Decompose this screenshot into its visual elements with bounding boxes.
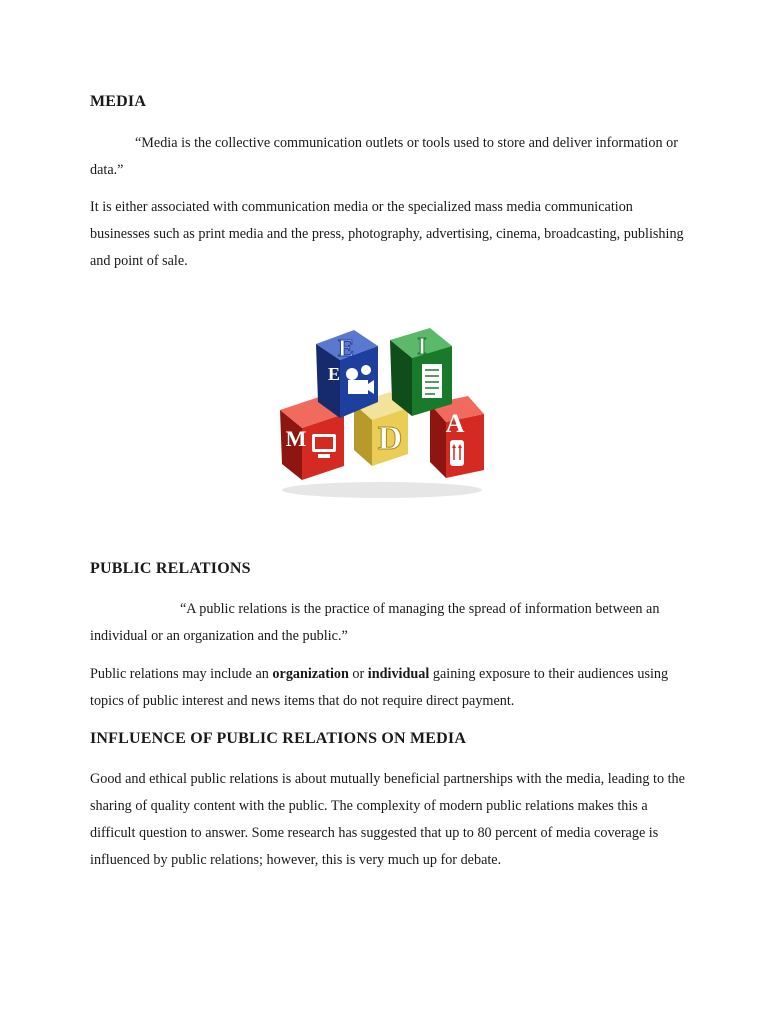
svg-text:A: A (445, 409, 465, 438)
media-blocks-image (272, 322, 494, 502)
svg-text:D: D (377, 420, 403, 457)
pr-body-text-2: or (348, 666, 368, 682)
svg-text:E: E (328, 364, 341, 384)
block-i-icon (390, 328, 452, 416)
pr-body-text-3: gaining exposure to their audiences using topics of public interest and news items that do not require direct payment. (90, 666, 669, 709)
pr-body-bold-individual: individual (367, 666, 430, 682)
media-body: It is either associated with communication media or the specialized mass media communication businesses such as print media and the press, photography, advertising, cinema, broadcasting, publishing and point of sale. (90, 199, 684, 269)
pr-body-text-1: Public relations may include an (90, 666, 273, 682)
svg-text:I: I (417, 334, 427, 360)
block-e-icon (316, 330, 378, 418)
media-heading: MEDIA (90, 93, 147, 110)
svg-text:M: M (285, 426, 307, 451)
influence-heading: INFLUENCE OF PUBLIC RELATIONS ON MEDIA (90, 730, 467, 747)
public-relations-quote: “A public relations is the practice of managing the spread of information between an individual or an organization and the public.” (90, 601, 660, 644)
pr-body-bold-organization: organization (272, 666, 349, 682)
block-a-icon (430, 396, 484, 478)
svg-text:E: E (337, 336, 355, 362)
public-relations-body (90, 661, 690, 715)
media-quote: “Media is the collective communication outlets or tools used to store and deliver information or data.” (90, 135, 678, 178)
influence-body: Good and ethical public relations is about mutually beneficial partnerships with the media, leading to the sharing of quality content with the public. The complexity of modern public relations makes this a difficult question to answer. Some research has suggested that up to 80 percent of media coverage is influenced by public relations; however, this is very much up for debate. (90, 771, 685, 868)
public-relations-heading: PUBLIC RELATIONS (90, 560, 251, 577)
